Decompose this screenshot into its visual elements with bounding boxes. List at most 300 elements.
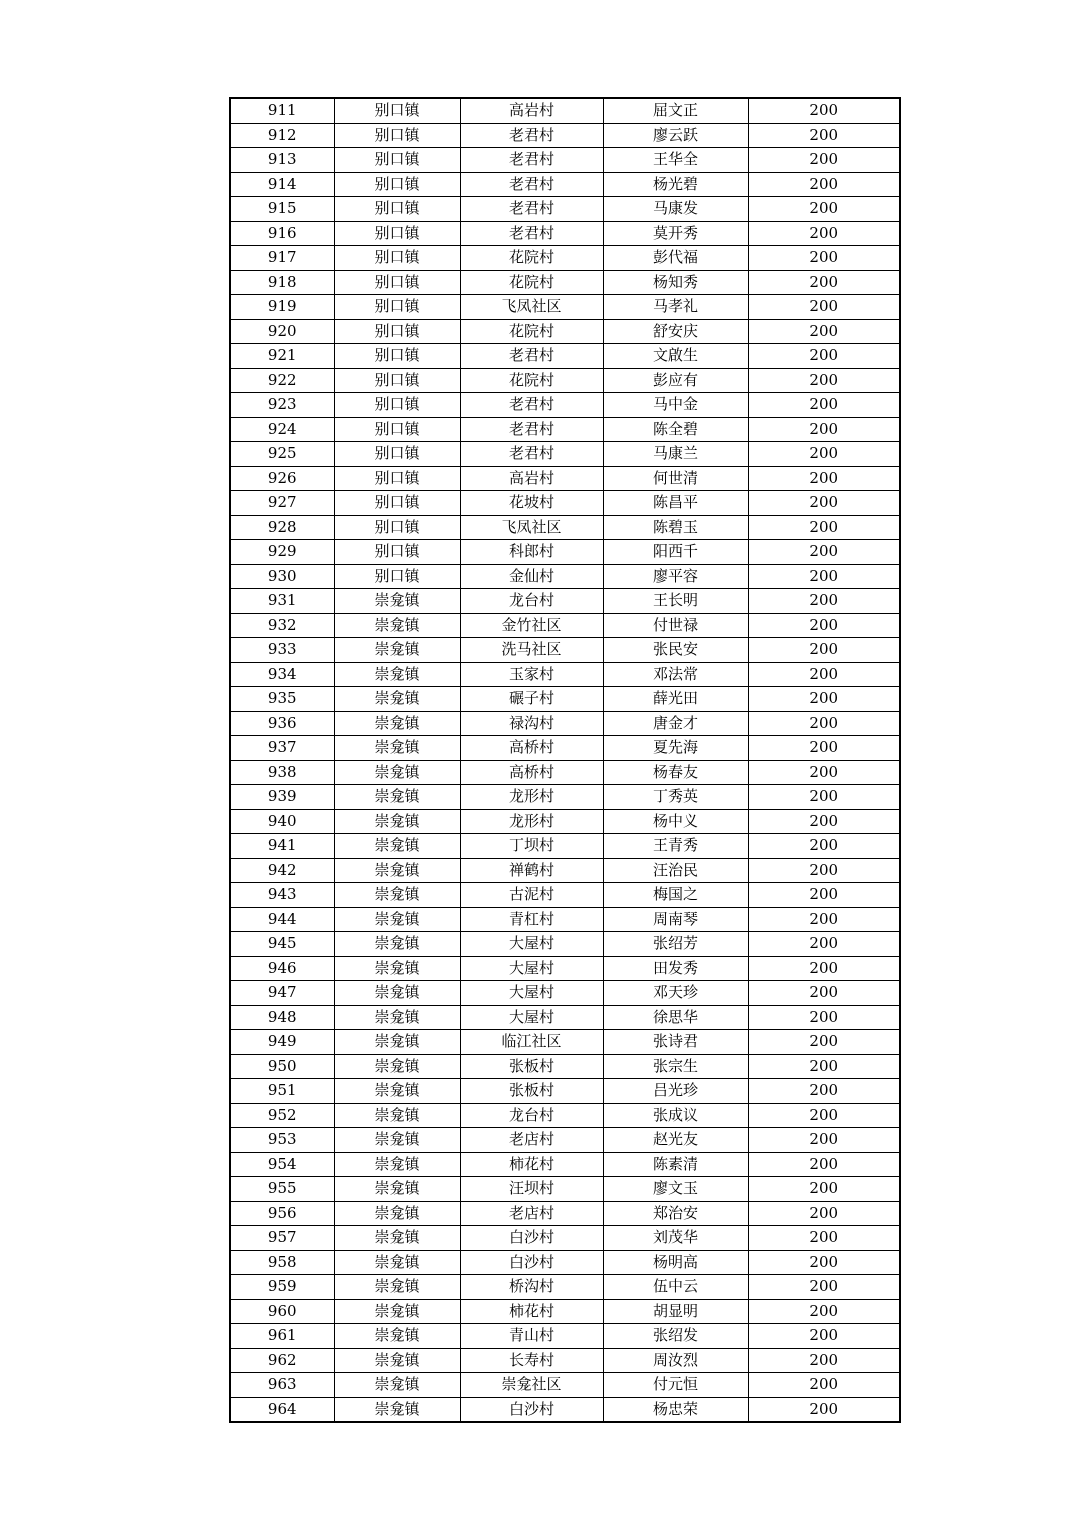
amount-cell: 200 xyxy=(748,736,900,761)
name-cell: 薛光田 xyxy=(603,687,748,712)
row-number-cell: 960 xyxy=(230,1299,334,1324)
row-number-cell: 932 xyxy=(230,613,334,638)
table-row xyxy=(230,956,900,981)
amount-cell: 200 xyxy=(748,907,900,932)
village-cell: 汪坝村 xyxy=(460,1177,603,1202)
village-cell: 高桥村 xyxy=(460,760,603,785)
village-cell: 玉家村 xyxy=(460,662,603,687)
village-cell: 柿花村 xyxy=(460,1299,603,1324)
table-row xyxy=(230,491,900,516)
row-number-cell: 926 xyxy=(230,466,334,491)
town-cell: 别口镇 xyxy=(334,515,460,540)
row-number-cell: 949 xyxy=(230,1030,334,1055)
town-cell: 崇龛镇 xyxy=(334,1152,460,1177)
table-row xyxy=(230,270,900,295)
table-row xyxy=(230,515,900,540)
table-row xyxy=(230,785,900,810)
row-number-cell: 951 xyxy=(230,1079,334,1104)
name-cell: 邓法常 xyxy=(603,662,748,687)
table-row xyxy=(230,1128,900,1153)
row-number-cell: 944 xyxy=(230,907,334,932)
row-number-cell: 961 xyxy=(230,1324,334,1349)
village-cell: 青山村 xyxy=(460,1324,603,1349)
row-number-cell: 933 xyxy=(230,638,334,663)
village-cell: 禄沟村 xyxy=(460,711,603,736)
table-row xyxy=(230,564,900,589)
town-cell: 别口镇 xyxy=(334,319,460,344)
amount-cell: 200 xyxy=(748,809,900,834)
name-cell: 何世清 xyxy=(603,466,748,491)
table-row xyxy=(230,1299,900,1324)
amount-cell: 200 xyxy=(748,662,900,687)
town-cell: 别口镇 xyxy=(334,197,460,222)
town-cell: 崇龛镇 xyxy=(334,1373,460,1398)
row-number-cell: 954 xyxy=(230,1152,334,1177)
amount-cell: 200 xyxy=(748,1250,900,1275)
village-cell: 老君村 xyxy=(460,344,603,369)
name-cell: 徐思华 xyxy=(603,1005,748,1030)
table-row xyxy=(230,1177,900,1202)
table-row xyxy=(230,858,900,883)
town-cell: 崇龛镇 xyxy=(334,858,460,883)
name-cell: 杨知秀 xyxy=(603,270,748,295)
amount-cell: 200 xyxy=(748,785,900,810)
village-cell: 老君村 xyxy=(460,393,603,418)
amount-cell: 200 xyxy=(748,295,900,320)
amount-cell: 200 xyxy=(748,956,900,981)
table-row xyxy=(230,662,900,687)
amount-cell: 200 xyxy=(748,858,900,883)
town-cell: 崇龛镇 xyxy=(334,981,460,1006)
name-cell: 文啟生 xyxy=(603,344,748,369)
row-number-cell: 957 xyxy=(230,1226,334,1251)
row-number-cell: 939 xyxy=(230,785,334,810)
table-row xyxy=(230,1397,900,1422)
village-cell: 张板村 xyxy=(460,1079,603,1104)
amount-cell: 200 xyxy=(748,834,900,859)
amount-cell: 200 xyxy=(748,1079,900,1104)
amount-cell: 200 xyxy=(748,515,900,540)
table-row xyxy=(230,368,900,393)
name-cell: 廖文玉 xyxy=(603,1177,748,1202)
table-row xyxy=(230,711,900,736)
town-cell: 别口镇 xyxy=(334,368,460,393)
town-cell: 崇龛镇 xyxy=(334,613,460,638)
village-cell: 临江社区 xyxy=(460,1030,603,1055)
town-cell: 别口镇 xyxy=(334,442,460,467)
name-cell: 舒安庆 xyxy=(603,319,748,344)
town-cell: 崇龛镇 xyxy=(334,809,460,834)
table-row xyxy=(230,981,900,1006)
town-cell: 崇龛镇 xyxy=(334,760,460,785)
town-cell: 崇龛镇 xyxy=(334,736,460,761)
town-cell: 别口镇 xyxy=(334,393,460,418)
village-cell: 老君村 xyxy=(460,197,603,222)
row-number-cell: 959 xyxy=(230,1275,334,1300)
name-cell: 廖云跃 xyxy=(603,123,748,148)
table-row xyxy=(230,417,900,442)
amount-cell: 200 xyxy=(748,221,900,246)
town-cell: 崇龛镇 xyxy=(334,785,460,810)
name-cell: 唐金才 xyxy=(603,711,748,736)
town-cell: 别口镇 xyxy=(334,417,460,442)
row-number-cell: 911 xyxy=(230,98,334,123)
table-row xyxy=(230,687,900,712)
town-cell: 崇龛镇 xyxy=(334,1201,460,1226)
name-cell: 陈全碧 xyxy=(603,417,748,442)
name-cell: 丁秀英 xyxy=(603,785,748,810)
roster-table-body xyxy=(230,98,900,1422)
town-cell: 崇龛镇 xyxy=(334,1054,460,1079)
town-cell: 崇龛镇 xyxy=(334,638,460,663)
row-number-cell: 956 xyxy=(230,1201,334,1226)
town-cell: 崇龛镇 xyxy=(334,662,460,687)
row-number-cell: 929 xyxy=(230,540,334,565)
table-row xyxy=(230,1079,900,1104)
town-cell: 崇龛镇 xyxy=(334,687,460,712)
amount-cell: 200 xyxy=(748,589,900,614)
table-row xyxy=(230,1005,900,1030)
name-cell: 陈碧玉 xyxy=(603,515,748,540)
village-cell: 花院村 xyxy=(460,270,603,295)
town-cell: 别口镇 xyxy=(334,564,460,589)
name-cell: 彭应有 xyxy=(603,368,748,393)
name-cell: 张宗生 xyxy=(603,1054,748,1079)
table-row xyxy=(230,1152,900,1177)
name-cell: 梅国之 xyxy=(603,883,748,908)
village-cell: 龙形村 xyxy=(460,785,603,810)
town-cell: 别口镇 xyxy=(334,295,460,320)
row-number-cell: 921 xyxy=(230,344,334,369)
row-number-cell: 920 xyxy=(230,319,334,344)
village-cell: 老君村 xyxy=(460,221,603,246)
village-cell: 飞凤社区 xyxy=(460,515,603,540)
table-row xyxy=(230,613,900,638)
table-row xyxy=(230,1054,900,1079)
name-cell: 付元恒 xyxy=(603,1373,748,1398)
row-number-cell: 945 xyxy=(230,932,334,957)
table-row xyxy=(230,393,900,418)
amount-cell: 200 xyxy=(748,319,900,344)
name-cell: 张绍发 xyxy=(603,1324,748,1349)
table-row xyxy=(230,1226,900,1251)
table-row xyxy=(230,834,900,859)
village-cell: 老店村 xyxy=(460,1201,603,1226)
name-cell: 张民安 xyxy=(603,638,748,663)
table-row xyxy=(230,883,900,908)
amount-cell: 200 xyxy=(748,368,900,393)
name-cell: 廖平容 xyxy=(603,564,748,589)
town-cell: 别口镇 xyxy=(334,466,460,491)
table-row xyxy=(230,98,900,123)
row-number-cell: 930 xyxy=(230,564,334,589)
name-cell: 田发秀 xyxy=(603,956,748,981)
row-number-cell: 913 xyxy=(230,148,334,173)
row-number-cell: 928 xyxy=(230,515,334,540)
row-number-cell: 958 xyxy=(230,1250,334,1275)
amount-cell: 200 xyxy=(748,1397,900,1422)
amount-cell: 200 xyxy=(748,393,900,418)
village-cell: 大屋村 xyxy=(460,1005,603,1030)
table-row xyxy=(230,1275,900,1300)
town-cell: 崇龛镇 xyxy=(334,834,460,859)
amount-cell: 200 xyxy=(748,442,900,467)
amount-cell: 200 xyxy=(748,1054,900,1079)
village-cell: 老君村 xyxy=(460,123,603,148)
amount-cell: 200 xyxy=(748,197,900,222)
name-cell: 王长明 xyxy=(603,589,748,614)
name-cell: 杨光碧 xyxy=(603,172,748,197)
name-cell: 赵光友 xyxy=(603,1128,748,1153)
row-number-cell: 948 xyxy=(230,1005,334,1030)
table-row xyxy=(230,466,900,491)
name-cell: 邓天珍 xyxy=(603,981,748,1006)
name-cell: 彭代福 xyxy=(603,246,748,271)
table-row xyxy=(230,246,900,271)
village-cell: 青杠村 xyxy=(460,907,603,932)
table-row xyxy=(230,1373,900,1398)
town-cell: 崇龛镇 xyxy=(334,907,460,932)
town-cell: 崇龛镇 xyxy=(334,1005,460,1030)
name-cell: 伍中云 xyxy=(603,1275,748,1300)
amount-cell: 200 xyxy=(748,760,900,785)
village-cell: 龙台村 xyxy=(460,1103,603,1128)
village-cell: 洗马社区 xyxy=(460,638,603,663)
amount-cell: 200 xyxy=(748,246,900,271)
town-cell: 崇龛镇 xyxy=(334,1128,460,1153)
row-number-cell: 918 xyxy=(230,270,334,295)
row-number-cell: 936 xyxy=(230,711,334,736)
table-row xyxy=(230,1324,900,1349)
village-cell: 老君村 xyxy=(460,417,603,442)
name-cell: 杨明高 xyxy=(603,1250,748,1275)
village-cell: 高岩村 xyxy=(460,466,603,491)
town-cell: 崇龛镇 xyxy=(334,1177,460,1202)
town-cell: 崇龛镇 xyxy=(334,1030,460,1055)
amount-cell: 200 xyxy=(748,1299,900,1324)
village-cell: 张板村 xyxy=(460,1054,603,1079)
row-number-cell: 942 xyxy=(230,858,334,883)
town-cell: 崇龛镇 xyxy=(334,1324,460,1349)
village-cell: 禅鹤村 xyxy=(460,858,603,883)
amount-cell: 200 xyxy=(748,123,900,148)
row-number-cell: 927 xyxy=(230,491,334,516)
amount-cell: 200 xyxy=(748,1201,900,1226)
table-row xyxy=(230,1201,900,1226)
amount-cell: 200 xyxy=(748,1005,900,1030)
amount-cell: 200 xyxy=(748,172,900,197)
village-cell: 金仙村 xyxy=(460,564,603,589)
row-number-cell: 931 xyxy=(230,589,334,614)
name-cell: 莫开秀 xyxy=(603,221,748,246)
table-row xyxy=(230,295,900,320)
town-cell: 别口镇 xyxy=(334,123,460,148)
village-cell: 大屋村 xyxy=(460,932,603,957)
village-cell: 花院村 xyxy=(460,319,603,344)
row-number-cell: 922 xyxy=(230,368,334,393)
table-row xyxy=(230,172,900,197)
name-cell: 杨忠荣 xyxy=(603,1397,748,1422)
row-number-cell: 915 xyxy=(230,197,334,222)
name-cell: 王青秀 xyxy=(603,834,748,859)
town-cell: 别口镇 xyxy=(334,172,460,197)
town-cell: 崇龛镇 xyxy=(334,1226,460,1251)
amount-cell: 200 xyxy=(748,1324,900,1349)
village-cell: 飞凤社区 xyxy=(460,295,603,320)
table-row xyxy=(230,197,900,222)
row-number-cell: 952 xyxy=(230,1103,334,1128)
village-cell: 白沙村 xyxy=(460,1250,603,1275)
table-row xyxy=(230,1250,900,1275)
town-cell: 崇龛镇 xyxy=(334,883,460,908)
town-cell: 别口镇 xyxy=(334,344,460,369)
name-cell: 屈文正 xyxy=(603,98,748,123)
row-number-cell: 919 xyxy=(230,295,334,320)
village-cell: 碾子村 xyxy=(460,687,603,712)
name-cell: 郑治安 xyxy=(603,1201,748,1226)
name-cell: 阳西千 xyxy=(603,540,748,565)
village-cell: 老君村 xyxy=(460,172,603,197)
village-cell: 花院村 xyxy=(460,368,603,393)
town-cell: 别口镇 xyxy=(334,246,460,271)
amount-cell: 200 xyxy=(748,491,900,516)
town-cell: 崇龛镇 xyxy=(334,932,460,957)
village-cell: 老店村 xyxy=(460,1128,603,1153)
name-cell: 马孝礼 xyxy=(603,295,748,320)
amount-cell: 200 xyxy=(748,711,900,736)
table-row xyxy=(230,319,900,344)
amount-cell: 200 xyxy=(748,613,900,638)
roster-table xyxy=(229,97,901,1423)
village-cell: 长寿村 xyxy=(460,1348,603,1373)
town-cell: 崇龛镇 xyxy=(334,1299,460,1324)
table-row xyxy=(230,344,900,369)
name-cell: 马中金 xyxy=(603,393,748,418)
name-cell: 吕光珍 xyxy=(603,1079,748,1104)
row-number-cell: 941 xyxy=(230,834,334,859)
village-cell: 科郎村 xyxy=(460,540,603,565)
row-number-cell: 937 xyxy=(230,736,334,761)
amount-cell: 200 xyxy=(748,1103,900,1128)
row-number-cell: 923 xyxy=(230,393,334,418)
name-cell: 张诗君 xyxy=(603,1030,748,1055)
row-number-cell: 943 xyxy=(230,883,334,908)
amount-cell: 200 xyxy=(748,687,900,712)
town-cell: 崇龛镇 xyxy=(334,1103,460,1128)
amount-cell: 200 xyxy=(748,148,900,173)
name-cell: 杨春友 xyxy=(603,760,748,785)
row-number-cell: 914 xyxy=(230,172,334,197)
amount-cell: 200 xyxy=(748,1128,900,1153)
table-row xyxy=(230,540,900,565)
row-number-cell: 955 xyxy=(230,1177,334,1202)
village-cell: 老君村 xyxy=(460,148,603,173)
town-cell: 崇龛镇 xyxy=(334,1348,460,1373)
name-cell: 周南琴 xyxy=(603,907,748,932)
amount-cell: 200 xyxy=(748,1373,900,1398)
amount-cell: 200 xyxy=(748,1275,900,1300)
amount-cell: 200 xyxy=(748,466,900,491)
table-row xyxy=(230,123,900,148)
village-cell: 古泥村 xyxy=(460,883,603,908)
amount-cell: 200 xyxy=(748,981,900,1006)
name-cell: 陈素清 xyxy=(603,1152,748,1177)
amount-cell: 200 xyxy=(748,564,900,589)
table-row xyxy=(230,221,900,246)
village-cell: 崇龛社区 xyxy=(460,1373,603,1398)
village-cell: 龙形村 xyxy=(460,809,603,834)
amount-cell: 200 xyxy=(748,1152,900,1177)
name-cell: 张绍芳 xyxy=(603,932,748,957)
amount-cell: 200 xyxy=(748,638,900,663)
town-cell: 崇龛镇 xyxy=(334,589,460,614)
table-row xyxy=(230,760,900,785)
table-row xyxy=(230,1348,900,1373)
town-cell: 别口镇 xyxy=(334,540,460,565)
town-cell: 崇龛镇 xyxy=(334,1397,460,1422)
name-cell: 周汝烈 xyxy=(603,1348,748,1373)
row-number-cell: 924 xyxy=(230,417,334,442)
name-cell: 王华全 xyxy=(603,148,748,173)
row-number-cell: 953 xyxy=(230,1128,334,1153)
table-row xyxy=(230,442,900,467)
town-cell: 别口镇 xyxy=(334,98,460,123)
row-number-cell: 912 xyxy=(230,123,334,148)
village-cell: 龙台村 xyxy=(460,589,603,614)
row-number-cell: 947 xyxy=(230,981,334,1006)
row-number-cell: 925 xyxy=(230,442,334,467)
village-cell: 大屋村 xyxy=(460,981,603,1006)
town-cell: 别口镇 xyxy=(334,221,460,246)
row-number-cell: 962 xyxy=(230,1348,334,1373)
row-number-cell: 934 xyxy=(230,662,334,687)
amount-cell: 200 xyxy=(748,540,900,565)
town-cell: 别口镇 xyxy=(334,270,460,295)
town-cell: 崇龛镇 xyxy=(334,956,460,981)
table-row xyxy=(230,1103,900,1128)
row-number-cell: 917 xyxy=(230,246,334,271)
village-cell: 桥沟村 xyxy=(460,1275,603,1300)
name-cell: 胡显明 xyxy=(603,1299,748,1324)
village-cell: 高桥村 xyxy=(460,736,603,761)
town-cell: 别口镇 xyxy=(334,148,460,173)
town-cell: 别口镇 xyxy=(334,491,460,516)
town-cell: 崇龛镇 xyxy=(334,1079,460,1104)
table-row xyxy=(230,736,900,761)
amount-cell: 200 xyxy=(748,344,900,369)
name-cell: 刘茂华 xyxy=(603,1226,748,1251)
name-cell: 马康兰 xyxy=(603,442,748,467)
row-number-cell: 938 xyxy=(230,760,334,785)
name-cell: 杨中义 xyxy=(603,809,748,834)
amount-cell: 200 xyxy=(748,98,900,123)
amount-cell: 200 xyxy=(748,883,900,908)
row-number-cell: 964 xyxy=(230,1397,334,1422)
town-cell: 崇龛镇 xyxy=(334,1275,460,1300)
village-cell: 高岩村 xyxy=(460,98,603,123)
amount-cell: 200 xyxy=(748,270,900,295)
table-row xyxy=(230,589,900,614)
table-row xyxy=(230,148,900,173)
row-number-cell: 963 xyxy=(230,1373,334,1398)
amount-cell: 200 xyxy=(748,1030,900,1055)
table-row xyxy=(230,932,900,957)
village-cell: 白沙村 xyxy=(460,1397,603,1422)
amount-cell: 200 xyxy=(748,417,900,442)
village-cell: 柿花村 xyxy=(460,1152,603,1177)
town-cell: 崇龛镇 xyxy=(334,711,460,736)
table-row xyxy=(230,907,900,932)
